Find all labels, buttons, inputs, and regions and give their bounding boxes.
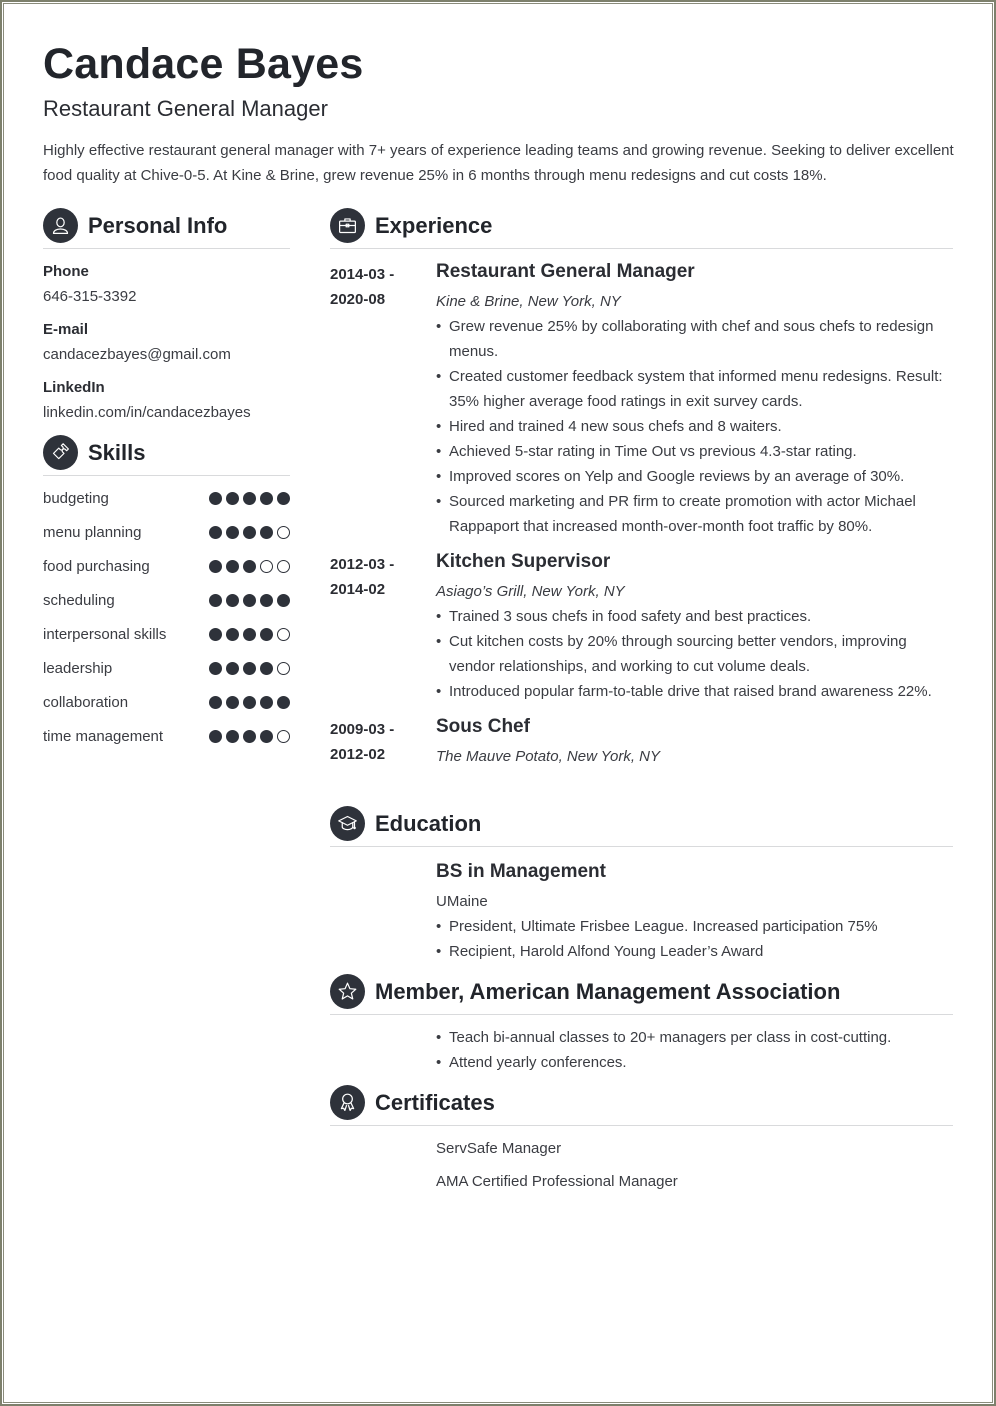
skill-rating: [209, 696, 290, 709]
skill-row: [43, 658, 290, 678]
job-role: Sous Chef: [436, 716, 530, 737]
skill-rating: [209, 492, 290, 505]
school: UMaine: [436, 893, 488, 910]
skill-name: menu planning: [43, 523, 142, 541]
skill-name: collaboration: [43, 693, 129, 711]
education-bullet: • President, Ultimate Frisbee League. Increased participation 75%: [436, 914, 953, 939]
rating-dot-filled-icon: [260, 594, 273, 607]
job-bullet: • Trained 3 sous chefs in food safety and best practices.: [436, 604, 953, 629]
rating-dot-filled-icon: [260, 696, 273, 709]
membership-bullet: • Attend yearly conferences.: [436, 1050, 953, 1075]
membership-heading: Member, American Management Association: [375, 978, 841, 1004]
education-bullet: • Recipient, Harold Alfond Young Leader’s Award: [436, 939, 953, 964]
job-body: [436, 552, 953, 704]
email-label: E-mail: [43, 321, 89, 338]
certificate-item: ServSafe Manager: [436, 1140, 562, 1157]
rating-dot-filled-icon: [226, 492, 239, 505]
skills-section-header: [43, 436, 290, 476]
rating-dot-filled-icon: [260, 730, 273, 743]
rating-dot-filled-icon: [226, 628, 239, 641]
job-start-date: 2012-03 -: [330, 556, 395, 573]
rating-dot-filled-icon: [277, 594, 290, 607]
rating-dot-filled-icon: [243, 628, 256, 641]
experience-heading: Experience: [375, 212, 493, 238]
job-bullet: • Cut kitchen costs by 20% through sourcing better vendors, improving vendor relationships, and working to cut volume deals.: [436, 629, 953, 679]
rating-dot-filled-icon: [209, 594, 222, 607]
job-bullet: • Improved scores on Yelp and Google reviews by an average of 30%.: [436, 464, 953, 489]
rating-dot-empty-icon: [260, 560, 273, 573]
job-dates: [330, 552, 420, 602]
rating-dot-filled-icon: [243, 526, 256, 539]
summary-paragraph: Highly effective restaurant general manager with 7+ years of experience leading teams and growing revenue. Seeking to deliver excellent food quality at Chive-0-5. At Kine & Brine, grew revenue 25% in 6 months through menu redesigns and cut costs 18%.: [43, 142, 954, 184]
skill-name: scheduling: [43, 591, 115, 609]
rating-dot-filled-icon: [209, 696, 222, 709]
job-end-date: 2012-02: [330, 746, 386, 763]
skill-name: food purchasing: [43, 557, 150, 575]
skill-row: [43, 522, 290, 542]
rating-dot-filled-icon: [243, 730, 256, 743]
rating-dot-empty-icon: [277, 560, 290, 573]
skill-row: [43, 590, 290, 610]
job-body: [436, 717, 953, 769]
rating-dot-empty-icon: [277, 662, 290, 675]
job-bullet: • Introduced popular farm-to-table drive that raised brand awareness 22%.: [436, 679, 953, 704]
skill-row: [43, 692, 290, 712]
rating-dot-filled-icon: [209, 526, 222, 539]
rating-dot-filled-icon: [209, 560, 222, 573]
education-section-header: [330, 807, 953, 847]
job-start-date: 2009-03 -: [330, 721, 395, 738]
certificate-item: AMA Certified Professional Manager: [436, 1173, 678, 1190]
job-role: Restaurant General Manager: [436, 261, 695, 282]
skill-rating: [209, 662, 290, 675]
job-company: Kine & Brine, New York, NY: [436, 293, 621, 310]
rating-dot-filled-icon: [277, 696, 290, 709]
job-bullets: [436, 314, 953, 539]
skill-name: interpersonal skills: [43, 625, 167, 643]
job-bullet: • Sourced marketing and PR firm to create promotion with actor Michael Rappaport that increased month-over-month foot traffic by 80%.: [436, 489, 953, 539]
job-dates: [330, 717, 420, 767]
person-icon: [43, 208, 78, 243]
rating-dot-empty-icon: [277, 526, 290, 539]
education-bullets: [436, 914, 953, 964]
job-company: The Mauve Potato, New York, NY: [436, 748, 660, 765]
rating-dot-filled-icon: [243, 594, 256, 607]
candidate-title: Restaurant General Manager: [43, 96, 328, 121]
rating-dot-filled-icon: [260, 526, 273, 539]
skills-heading: Skills: [88, 439, 146, 465]
job-bullet: • Hired and trained 4 new sous chefs and 8 waiters.: [436, 414, 953, 439]
rating-dot-filled-icon: [209, 730, 222, 743]
rating-dot-filled-icon: [209, 662, 222, 675]
experience-section-header: [330, 209, 953, 249]
phone-label: Phone: [43, 263, 89, 280]
job-body: [436, 262, 953, 539]
job-dates: [330, 262, 420, 312]
skill-rating: [209, 730, 290, 743]
rating-dot-filled-icon: [226, 526, 239, 539]
rating-dot-filled-icon: [209, 628, 222, 641]
skill-name: leadership: [43, 659, 113, 677]
email-value: candacezbayes@gmail.com: [43, 346, 231, 363]
skill-rating: [209, 628, 290, 641]
briefcase-icon: [330, 208, 365, 243]
job-end-date: 2020-08: [330, 291, 386, 308]
rating-dot-filled-icon: [209, 492, 222, 505]
job-bullet: • Created customer feedback system that informed menu redesigns. Result: 35% higher average food ratings in exit survey cards.: [436, 364, 953, 414]
candidate-name: Candace Bayes: [43, 40, 364, 88]
puzzle-icon: [43, 435, 78, 470]
rating-dot-filled-icon: [243, 560, 256, 573]
job-role: Kitchen Supervisor: [436, 551, 611, 572]
rating-dot-filled-icon: [260, 492, 273, 505]
rating-dot-filled-icon: [226, 662, 239, 675]
certificates-heading: Certificates: [375, 1089, 495, 1115]
skill-rating: [209, 594, 290, 607]
education-heading: Education: [375, 810, 482, 836]
linkedin-label: LinkedIn: [43, 379, 105, 396]
rating-dot-filled-icon: [226, 730, 239, 743]
skill-name: budgeting: [43, 489, 109, 507]
rating-dot-filled-icon: [226, 560, 239, 573]
phone-value: 646-315-3392: [43, 288, 137, 305]
linkedin-value: linkedin.com/in/candacezbayes: [43, 404, 251, 421]
rating-dot-empty-icon: [277, 730, 290, 743]
skill-rating: [209, 526, 290, 539]
rating-dot-filled-icon: [260, 662, 273, 675]
rating-dot-filled-icon: [226, 696, 239, 709]
skill-row: [43, 556, 290, 576]
membership-bullet: • Teach bi-annual classes to 20+ managers per class in cost-cutting.: [436, 1025, 953, 1050]
rating-dot-filled-icon: [243, 662, 256, 675]
job-bullet: • Grew revenue 25% by collaborating with chef and sous chefs to redesign menus.: [436, 314, 953, 364]
skill-row: [43, 488, 290, 508]
rating-dot-filled-icon: [243, 492, 256, 505]
rating-dot-filled-icon: [226, 594, 239, 607]
education-entry: [436, 860, 953, 964]
skill-rating: [209, 560, 290, 573]
job-bullets: [436, 604, 953, 704]
personal-info-section-header: [43, 209, 290, 249]
skill-name: time management: [43, 727, 164, 745]
rating-dot-filled-icon: [243, 696, 256, 709]
degree: BS in Management: [436, 861, 606, 882]
graduation-cap-icon: [330, 806, 365, 841]
job-company: Asiago’s Grill, New York, NY: [436, 583, 625, 600]
certificates-section-header: [330, 1086, 953, 1126]
personal-info-heading: Personal Info: [88, 212, 228, 238]
rating-dot-empty-icon: [277, 628, 290, 641]
skill-row: [43, 726, 290, 746]
membership-section-header: [330, 975, 953, 1015]
job-bullet: • Achieved 5-star rating in Time Out vs previous 4.3-star rating.: [436, 439, 953, 464]
star-icon: [330, 974, 365, 1009]
job-end-date: 2014-02: [330, 581, 386, 598]
skill-row: [43, 624, 290, 644]
membership-bullets: [436, 1025, 953, 1075]
membership-entry: [436, 1025, 953, 1075]
rating-dot-filled-icon: [260, 628, 273, 641]
award-ribbon-icon: [330, 1085, 365, 1120]
rating-dot-filled-icon: [277, 492, 290, 505]
job-start-date: 2014-03 -: [330, 266, 395, 283]
